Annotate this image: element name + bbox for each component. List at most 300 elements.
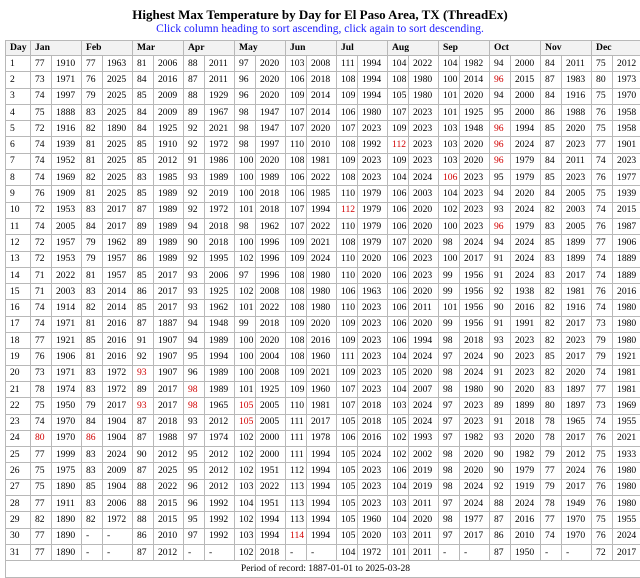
max-temp-cell: 98 xyxy=(439,381,460,397)
year-cell: 2005 xyxy=(256,398,286,414)
column-header-day[interactable]: Day xyxy=(6,41,31,56)
max-temp-cell: 88 xyxy=(184,88,205,104)
max-temp-cell: 98 xyxy=(439,447,460,463)
max-temp-cell: 75 xyxy=(592,186,613,202)
max-temp-cell: 93 xyxy=(490,333,511,349)
year-cell: 2025 xyxy=(103,104,133,120)
day-cell: 24 xyxy=(6,430,31,446)
day-cell: 15 xyxy=(6,284,31,300)
column-header-nov[interactable]: Nov xyxy=(541,41,592,56)
max-temp-cell: 108 xyxy=(286,349,307,365)
year-cell: 1906 xyxy=(52,349,82,365)
max-temp-cell: 88 xyxy=(133,512,154,528)
table-row xyxy=(6,251,640,267)
table-body xyxy=(6,56,640,561)
max-temp-cell: 82 xyxy=(82,170,103,186)
max-temp-cell: 102 xyxy=(439,202,460,218)
year-cell: 2017 xyxy=(103,398,133,414)
year-cell: 1956 xyxy=(460,284,490,300)
year-cell: - xyxy=(103,528,133,544)
year-cell: 1969 xyxy=(52,170,82,186)
year-cell: 1901 xyxy=(613,137,640,153)
max-temp-cell: 77 xyxy=(31,56,52,72)
max-temp-cell: 103 xyxy=(388,528,409,544)
year-cell: 2020 xyxy=(358,267,388,283)
table-row xyxy=(6,300,640,316)
year-cell: 1907 xyxy=(154,349,184,365)
max-temp-cell: 74 xyxy=(31,170,52,186)
max-temp-cell: 105 xyxy=(337,479,358,495)
year-cell: 1973 xyxy=(613,72,640,88)
max-temp-cell: 92 xyxy=(184,202,205,218)
year-cell: 1972 xyxy=(205,202,235,218)
max-temp-cell: 101 xyxy=(439,104,460,120)
year-cell: 1979 xyxy=(358,235,388,251)
year-cell: 2020 xyxy=(409,202,439,218)
max-temp-cell: 98 xyxy=(439,365,460,381)
year-cell: 2024 xyxy=(409,414,439,430)
max-temp-cell: 82 xyxy=(541,365,562,381)
year-cell: 1970 xyxy=(52,430,82,446)
year-cell: 2020 xyxy=(460,88,490,104)
max-temp-cell: 90 xyxy=(490,300,511,316)
max-temp-cell: 76 xyxy=(592,170,613,186)
max-temp-cell: 74 xyxy=(592,300,613,316)
max-temp-cell: 108 xyxy=(337,170,358,186)
max-temp-cell: 81 xyxy=(82,137,103,153)
year-cell: 1994 xyxy=(307,528,337,544)
max-temp-cell: 110 xyxy=(337,251,358,267)
year-cell: 1925 xyxy=(460,104,490,120)
year-cell: 2024 xyxy=(511,235,541,251)
year-cell: 1989 xyxy=(154,235,184,251)
year-cell: - xyxy=(103,544,133,560)
max-temp-cell: 94 xyxy=(490,88,511,104)
day-cell: 16 xyxy=(6,300,31,316)
page-title: Highest Max Temperature by Day for El Paso Area, TX (ThreadEx) xyxy=(0,7,640,22)
year-cell: 1981 xyxy=(613,381,640,397)
max-temp-cell: 109 xyxy=(286,251,307,267)
year-cell: - xyxy=(562,544,592,560)
year-cell: 2022 xyxy=(256,479,286,495)
year-cell: 1950 xyxy=(511,544,541,560)
year-cell: 1979 xyxy=(358,186,388,202)
column-header-aug[interactable]: Aug xyxy=(388,41,439,56)
year-cell: 1982 xyxy=(511,447,541,463)
max-temp-cell: 108 xyxy=(388,72,409,88)
year-cell: 2005 xyxy=(256,414,286,430)
max-temp-cell: 73 xyxy=(592,316,613,332)
year-cell: 1987 xyxy=(613,218,640,234)
year-cell: 2018 xyxy=(205,235,235,251)
max-temp-cell: 92 xyxy=(490,479,511,495)
year-cell: 1994 xyxy=(409,333,439,349)
year-cell: 2016 xyxy=(154,72,184,88)
max-temp-cell: 87 xyxy=(541,72,562,88)
max-temp-cell: 92 xyxy=(184,137,205,153)
year-cell: 2012 xyxy=(562,447,592,463)
year-cell: 1995 xyxy=(205,251,235,267)
max-temp-cell: 79 xyxy=(541,447,562,463)
year-cell: 2023 xyxy=(460,170,490,186)
header-row xyxy=(6,41,640,56)
table-row xyxy=(6,398,640,414)
max-temp-cell: 85 xyxy=(133,267,154,283)
year-cell: 1989 xyxy=(205,381,235,397)
year-cell: 1962 xyxy=(103,235,133,251)
max-temp-cell: 79 xyxy=(541,479,562,495)
table-row xyxy=(6,430,640,446)
max-temp-cell: 97 xyxy=(439,430,460,446)
max-temp-cell: 95 xyxy=(490,170,511,186)
day-cell: 6 xyxy=(6,137,31,153)
year-cell: 2020 xyxy=(409,235,439,251)
year-cell: 2016 xyxy=(613,284,640,300)
year-cell: 2023 xyxy=(358,316,388,332)
max-temp-cell: 90 xyxy=(490,463,511,479)
year-cell: 2023 xyxy=(358,463,388,479)
year-cell: 1888 xyxy=(52,104,82,120)
year-cell: 1914 xyxy=(52,300,82,316)
year-cell: 1994 xyxy=(307,202,337,218)
max-temp-cell: 92 xyxy=(184,186,205,202)
year-cell: 2006 xyxy=(103,496,133,512)
year-cell: 2016 xyxy=(103,316,133,332)
max-temp-cell: 71 xyxy=(31,284,52,300)
max-temp-cell: 104 xyxy=(388,512,409,528)
year-cell: 1980 xyxy=(358,104,388,120)
year-cell: 2017 xyxy=(154,284,184,300)
max-temp-cell: 74 xyxy=(31,414,52,430)
year-cell: 1960 xyxy=(307,349,337,365)
max-temp-cell: 105 xyxy=(388,365,409,381)
year-cell: 2016 xyxy=(358,430,388,446)
table-row xyxy=(6,544,640,560)
year-cell: 2020 xyxy=(562,365,592,381)
year-cell: 1909 xyxy=(52,186,82,202)
year-cell: 1916 xyxy=(562,88,592,104)
table-row xyxy=(6,365,640,381)
year-cell: 2022 xyxy=(154,479,184,495)
max-temp-cell: 81 xyxy=(82,186,103,202)
max-temp-cell: 72 xyxy=(31,202,52,218)
year-cell: 2003 xyxy=(562,202,592,218)
table-row xyxy=(6,121,640,137)
max-temp-cell: 107 xyxy=(286,202,307,218)
max-temp-cell: 110 xyxy=(337,186,358,202)
year-cell: 2020 xyxy=(409,365,439,381)
max-temp-cell: 99 xyxy=(439,316,460,332)
max-temp-cell: 108 xyxy=(286,153,307,169)
year-cell: 2025 xyxy=(103,186,133,202)
year-cell: 2018 xyxy=(256,186,286,202)
max-temp-cell: 100 xyxy=(439,218,460,234)
year-cell: 2020 xyxy=(460,153,490,169)
max-temp-cell: 113 xyxy=(286,512,307,528)
max-temp-cell: 110 xyxy=(337,218,358,234)
year-cell: 2000 xyxy=(511,56,541,72)
year-cell: 1994 xyxy=(307,512,337,528)
year-cell: 2023 xyxy=(358,300,388,316)
max-temp-cell: 104 xyxy=(388,56,409,72)
max-temp-cell: 98 xyxy=(184,381,205,397)
max-temp-cell: 87 xyxy=(133,544,154,560)
year-cell: 2019 xyxy=(205,186,235,202)
day-cell: 5 xyxy=(6,121,31,137)
column-header-oct[interactable]: Oct xyxy=(490,41,541,56)
year-cell: 2024 xyxy=(460,349,490,365)
year-cell: 1907 xyxy=(154,365,184,381)
column-header-jan[interactable]: Jan xyxy=(31,41,82,56)
column-header-may[interactable]: May xyxy=(235,41,286,56)
table-row xyxy=(6,447,640,463)
max-temp-cell: 100 xyxy=(235,153,256,169)
year-cell: 1994 xyxy=(358,56,388,72)
year-cell: 2023 xyxy=(358,153,388,169)
year-cell: 1951 xyxy=(256,496,286,512)
max-temp-cell: - xyxy=(184,544,205,560)
max-temp-cell: 91 xyxy=(490,365,511,381)
max-temp-cell: 93 xyxy=(184,414,205,430)
year-cell: 1958 xyxy=(613,104,640,120)
max-temp-cell: 86 xyxy=(133,251,154,267)
year-cell: 1992 xyxy=(358,137,388,153)
table-row xyxy=(6,496,640,512)
year-cell: 2020 xyxy=(409,512,439,528)
max-temp-cell: 109 xyxy=(388,121,409,137)
max-temp-cell: 102 xyxy=(235,430,256,446)
max-temp-cell: 106 xyxy=(439,170,460,186)
max-temp-cell: 74 xyxy=(31,218,52,234)
max-temp-cell: 81 xyxy=(82,316,103,332)
max-temp-cell: 92 xyxy=(490,284,511,300)
max-temp-cell: 86 xyxy=(133,528,154,544)
year-cell: 2011 xyxy=(409,300,439,316)
max-temp-cell: 80 xyxy=(31,430,52,446)
max-temp-cell: 83 xyxy=(82,284,103,300)
max-temp-cell: 107 xyxy=(388,235,409,251)
max-temp-cell: 81 xyxy=(82,153,103,169)
column-header-jul[interactable]: Jul xyxy=(337,41,388,56)
day-cell: 14 xyxy=(6,267,31,283)
year-cell: 2016 xyxy=(511,512,541,528)
year-cell: 2024 xyxy=(460,479,490,495)
year-cell: 2023 xyxy=(358,365,388,381)
max-temp-cell: 98 xyxy=(439,235,460,251)
year-cell: 1985 xyxy=(154,170,184,186)
year-cell: - xyxy=(460,544,490,560)
year-cell: 2024 xyxy=(511,251,541,267)
temperature-table xyxy=(5,40,640,578)
year-cell: 2024 xyxy=(460,235,490,251)
year-cell: 1996 xyxy=(256,251,286,267)
max-temp-cell: 91 xyxy=(490,316,511,332)
year-cell: 1904 xyxy=(103,414,133,430)
max-temp-cell: 111 xyxy=(286,430,307,446)
max-temp-cell: 87 xyxy=(184,72,205,88)
max-temp-cell: 106 xyxy=(388,186,409,202)
max-temp-cell: 97 xyxy=(439,496,460,512)
year-cell: 2010 xyxy=(307,137,337,153)
max-temp-cell: 97 xyxy=(439,349,460,365)
max-temp-cell: 95 xyxy=(490,104,511,120)
max-temp-cell: 99 xyxy=(235,316,256,332)
year-cell: 2023 xyxy=(511,365,541,381)
max-temp-cell: 106 xyxy=(388,463,409,479)
year-cell: 1960 xyxy=(358,512,388,528)
year-cell: 2024 xyxy=(511,137,541,153)
year-cell: 1948 xyxy=(460,121,490,137)
max-temp-cell: 75 xyxy=(31,398,52,414)
year-cell: 1972 xyxy=(103,381,133,397)
year-cell: 1890 xyxy=(52,528,82,544)
year-cell: 2020 xyxy=(511,186,541,202)
max-temp-cell: 91 xyxy=(184,153,205,169)
max-temp-cell: 106 xyxy=(286,170,307,186)
max-temp-cell: 94 xyxy=(184,316,205,332)
year-cell: 2012 xyxy=(154,544,184,560)
year-cell: 2024 xyxy=(409,349,439,365)
year-cell: 1980 xyxy=(613,496,640,512)
year-cell: 2024 xyxy=(409,170,439,186)
max-temp-cell: 100 xyxy=(439,251,460,267)
max-temp-cell: 73 xyxy=(592,398,613,414)
max-temp-cell: 109 xyxy=(286,381,307,397)
max-temp-cell: 103 xyxy=(439,137,460,153)
year-cell: 1980 xyxy=(307,284,337,300)
max-temp-cell: 73 xyxy=(31,365,52,381)
year-cell: 2004 xyxy=(256,349,286,365)
column-header-dec[interactable]: Dec xyxy=(592,41,640,56)
max-temp-cell: 75 xyxy=(31,463,52,479)
year-cell: 1993 xyxy=(409,430,439,446)
year-cell: 2020 xyxy=(511,381,541,397)
max-temp-cell: 101 xyxy=(439,300,460,316)
max-temp-cell: 108 xyxy=(286,333,307,349)
max-temp-cell: - xyxy=(82,528,103,544)
column-header-feb[interactable]: Feb xyxy=(82,41,133,56)
max-temp-cell: 97 xyxy=(235,56,256,72)
year-cell: 1904 xyxy=(103,430,133,446)
year-cell: 1890 xyxy=(103,121,133,137)
year-cell: 2016 xyxy=(103,349,133,365)
max-temp-cell: 93 xyxy=(133,398,154,414)
year-cell: 2006 xyxy=(205,267,235,283)
max-temp-cell: 72 xyxy=(31,251,52,267)
max-temp-cell: 107 xyxy=(286,121,307,137)
max-temp-cell: 94 xyxy=(184,333,205,349)
max-temp-cell: 85 xyxy=(133,153,154,169)
max-temp-cell: 77 xyxy=(592,235,613,251)
max-temp-cell: 71 xyxy=(31,267,52,283)
year-cell: 2005 xyxy=(52,218,82,234)
year-cell: 1957 xyxy=(103,251,133,267)
table-row xyxy=(6,202,640,218)
max-temp-cell: 106 xyxy=(388,284,409,300)
year-cell: 1992 xyxy=(205,512,235,528)
year-cell: 2023 xyxy=(511,349,541,365)
max-temp-cell: 84 xyxy=(541,186,562,202)
day-cell: 26 xyxy=(6,463,31,479)
max-temp-cell: 97 xyxy=(439,414,460,430)
column-header-mar[interactable]: Mar xyxy=(133,41,184,56)
year-cell: 1997 xyxy=(256,137,286,153)
year-cell: 2011 xyxy=(205,72,235,88)
table-row xyxy=(6,88,640,104)
year-cell: 1890 xyxy=(52,512,82,528)
year-cell: 2021 xyxy=(307,235,337,251)
max-temp-cell: 78 xyxy=(541,414,562,430)
day-cell: 27 xyxy=(6,479,31,495)
max-temp-cell: 107 xyxy=(388,104,409,120)
max-temp-cell: 83 xyxy=(541,218,562,234)
max-temp-cell: 104 xyxy=(337,544,358,560)
year-cell: 2020 xyxy=(307,121,337,137)
max-temp-cell: 74 xyxy=(31,153,52,169)
year-cell: 2024 xyxy=(562,463,592,479)
year-cell: 2020 xyxy=(409,218,439,234)
year-cell: 2023 xyxy=(460,202,490,218)
year-cell: 1994 xyxy=(511,121,541,137)
year-cell: 1989 xyxy=(154,218,184,234)
year-cell: 1979 xyxy=(358,218,388,234)
column-header-apr[interactable]: Apr xyxy=(184,41,235,56)
max-temp-cell: 107 xyxy=(286,218,307,234)
max-temp-cell: 110 xyxy=(286,137,307,153)
max-temp-cell: 109 xyxy=(337,153,358,169)
year-cell: 2023 xyxy=(562,333,592,349)
max-temp-cell: 111 xyxy=(337,349,358,365)
max-temp-cell: 78 xyxy=(541,496,562,512)
year-cell: 1980 xyxy=(460,381,490,397)
max-temp-cell: 82 xyxy=(541,202,562,218)
max-temp-cell: 108 xyxy=(337,137,358,153)
max-temp-cell: 86 xyxy=(133,284,154,300)
day-cell: 12 xyxy=(6,235,31,251)
max-temp-cell: 103 xyxy=(388,496,409,512)
year-cell: 1921 xyxy=(52,333,82,349)
max-temp-cell: 78 xyxy=(31,381,52,397)
year-cell: 1957 xyxy=(103,267,133,283)
day-cell: 9 xyxy=(6,186,31,202)
year-cell: 1977 xyxy=(460,512,490,528)
max-temp-cell: 97 xyxy=(184,528,205,544)
max-temp-cell: 98 xyxy=(235,104,256,120)
year-cell: 2018 xyxy=(511,414,541,430)
year-cell: 2023 xyxy=(409,137,439,153)
year-cell: 2006 xyxy=(154,56,184,72)
max-temp-cell: 96 xyxy=(490,153,511,169)
max-temp-cell: 109 xyxy=(286,316,307,332)
max-temp-cell: 106 xyxy=(337,430,358,446)
max-temp-cell: 109 xyxy=(286,88,307,104)
max-temp-cell: 93 xyxy=(184,170,205,186)
year-cell: 2023 xyxy=(358,479,388,495)
year-cell: 2024 xyxy=(511,496,541,512)
column-header-jun[interactable]: Jun xyxy=(286,41,337,56)
day-cell: 7 xyxy=(6,153,31,169)
max-temp-cell: 85 xyxy=(541,349,562,365)
max-temp-cell: 102 xyxy=(235,544,256,560)
column-header-sep[interactable]: Sep xyxy=(439,41,490,56)
year-cell: 2009 xyxy=(154,104,184,120)
year-cell: 2018 xyxy=(154,414,184,430)
year-cell: 2024 xyxy=(511,267,541,283)
year-cell: 1980 xyxy=(613,333,640,349)
max-temp-cell: 108 xyxy=(337,72,358,88)
year-cell: 2023 xyxy=(409,153,439,169)
year-cell: 2025 xyxy=(103,170,133,186)
